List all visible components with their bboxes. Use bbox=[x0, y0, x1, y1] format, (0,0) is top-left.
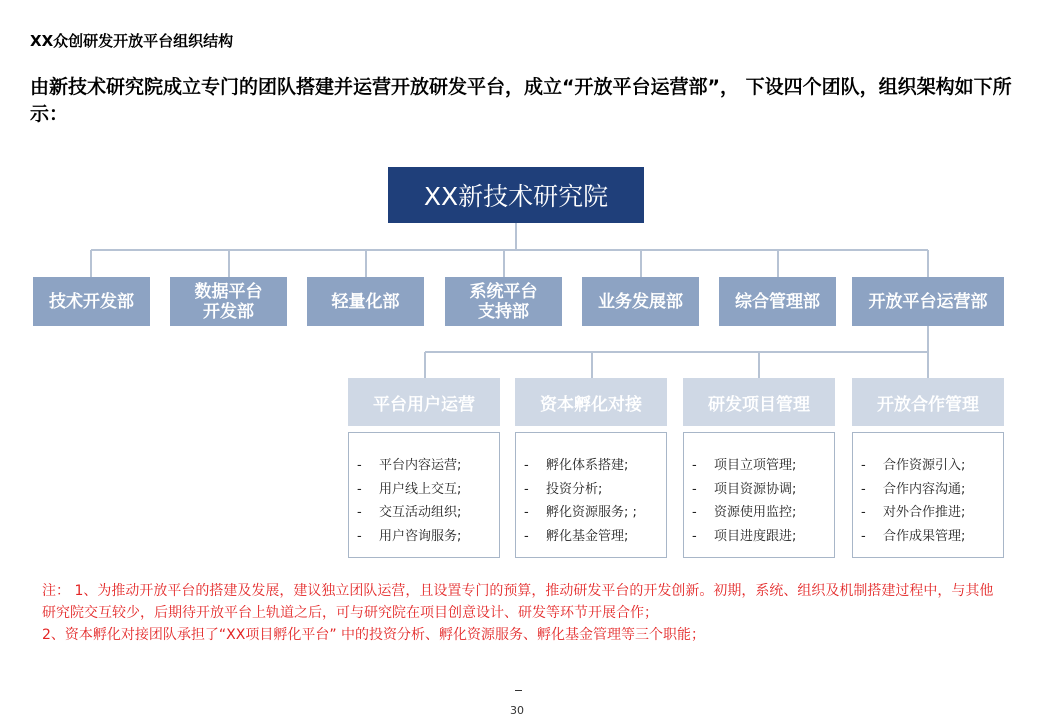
team-user-ops: 平台用户运营 bbox=[348, 378, 500, 426]
duty-item: - 项目资源协调; bbox=[692, 478, 834, 502]
duty-item: - 投资分析; bbox=[524, 478, 666, 502]
duty-item: - 交互活动组织; bbox=[357, 501, 499, 525]
page-divider bbox=[515, 690, 522, 691]
duty-item: - 合作内容沟通; bbox=[861, 478, 1003, 502]
dept-business-dev: 业务发展部 bbox=[582, 277, 699, 326]
dash-icon: - bbox=[524, 481, 529, 497]
duty-item: - 平台内容运营; bbox=[357, 454, 499, 478]
dash-icon: - bbox=[692, 458, 697, 473]
dash-icon: - bbox=[524, 458, 529, 473]
dash-icon: - bbox=[357, 458, 362, 473]
duty-item: - 项目进度跟进; bbox=[692, 525, 834, 549]
org-root-box: XX新技术研究院 bbox=[388, 167, 644, 223]
dept-general-mgmt: 综合管理部 bbox=[719, 277, 836, 326]
dept-system-support: 系统平台 支持部 bbox=[445, 277, 562, 326]
duty-item: - 合作资源引入; bbox=[861, 454, 1003, 478]
team-capital-incubation: 资本孵化对接 bbox=[515, 378, 667, 426]
duty-list-open-cooperation bbox=[852, 432, 1004, 558]
dash-icon: - bbox=[861, 458, 866, 473]
dash-icon: - bbox=[861, 505, 866, 520]
notes bbox=[42, 580, 1002, 646]
dash-icon: - bbox=[861, 481, 866, 497]
dept-lightweight: 轻量化部 bbox=[307, 277, 424, 326]
dash-icon: - bbox=[357, 528, 362, 544]
duty-item: - 合作成果管理; bbox=[861, 525, 1003, 549]
duty-item: - 孵化基金管理; bbox=[524, 525, 666, 549]
dash-icon: - bbox=[692, 481, 697, 497]
duty-list-user-ops bbox=[348, 432, 500, 558]
dept-tech-dev: 技术开发部 bbox=[33, 277, 150, 326]
duty-item: - 对外合作推进; bbox=[861, 501, 1003, 525]
dash-icon: - bbox=[524, 528, 529, 544]
duty-list-rd-project-mgmt bbox=[683, 432, 835, 558]
team-rd-project-mgmt: 研发项目管理 bbox=[683, 378, 835, 426]
dash-icon: - bbox=[357, 505, 362, 520]
dept-open-platform-ops: 开放平台运营部 bbox=[852, 277, 1004, 326]
note-1: 注： 1、为推动开放平台的搭建及发展，建议独立团队运营，且设置专门的预算，推动研发平台的开发创新。初期，系统、组织及机制搭建过程中，与其他研究院交互较少，后期待开放平台上轨道之后，可与研究院在项目创意设计、研发等环节开展合作； bbox=[42, 583, 994, 621]
dash-icon: - bbox=[692, 528, 697, 544]
intro-text: 由新技术研究院成立专门的团队搭建并运营开放研发平台，成立“开放平台运营部”， 下设四个团队，组织架构如下所示： bbox=[30, 76, 1012, 125]
dash-icon: - bbox=[357, 481, 362, 497]
page-title: XX众创研发开放平台组织结构 bbox=[30, 32, 234, 50]
duty-list-capital-incubation bbox=[515, 432, 667, 558]
duty-item: - 用户咨询服务; bbox=[357, 525, 499, 549]
duty-item: - 孵化体系搭建; bbox=[524, 454, 666, 478]
dash-icon: - bbox=[861, 528, 866, 544]
duty-item: - 孵化资源服务; ; bbox=[524, 501, 666, 525]
dept-data-platform: 数据平台 开发部 bbox=[170, 277, 287, 326]
dash-icon: - bbox=[524, 505, 529, 520]
page-number: 30 bbox=[510, 704, 524, 717]
duty-item: - 资源使用监控; bbox=[692, 501, 834, 525]
note-2: 2、资本孵化对接团队承担了“XX项目孵化平台” 中的投资分析、孵化资源服务、孵化基金管理等三个职能； bbox=[42, 627, 706, 643]
dash-icon: - bbox=[692, 505, 697, 520]
duty-item: - 项目立项管理; bbox=[692, 454, 834, 478]
team-open-cooperation: 开放合作管理 bbox=[852, 378, 1004, 426]
duty-item: - 用户线上交互; bbox=[357, 478, 499, 502]
